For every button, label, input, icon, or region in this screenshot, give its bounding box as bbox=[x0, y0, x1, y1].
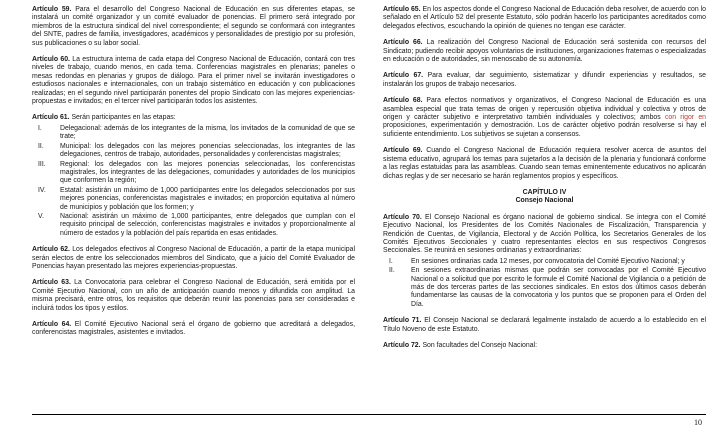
article-67-text: Para evaluar, dar seguimiento, sistematizar y difundir experiencias y resultados, se instalarán los grupos de trabajo necesarios. bbox=[383, 72, 706, 88]
right-column bbox=[383, 6, 706, 358]
article-68 bbox=[383, 97, 706, 139]
article-60-text: La estructura interna de cada etapa del Congreso Nacional de Educación, contará con tres niveles de trabajo, cuando menos, en cada tema. Conferencias magistrales en plenarias; paneles o mesas redondas en plenarias y grupos de diálogo. Para el primer nivel se invitarán investigadores o estudiosos nacionales e internacionales, con un trabajo sistemático en educación y con publicaciones realizadas; en el segundo nivel participarán ponentes del propio Sindicato con las mejores experiencias-propuestas e invitados; en el tercer nivel participarán todos los asistentes. bbox=[32, 56, 356, 106]
article-71 bbox=[383, 317, 706, 334]
article-59 bbox=[32, 6, 355, 48]
article-64 bbox=[32, 321, 355, 338]
article-66-text: La realización del Congreso Nacional de Educación será sostenida con recursos del Sindicato; pudiendo recibir apoyos voluntarios de instituciones, organizaciones fraternas o especializadas en educación o de autoridades, sin menoscabo de su autonomía. bbox=[383, 39, 707, 64]
list-item-number: I. bbox=[389, 257, 393, 265]
article-60-label: Artículo 60. bbox=[32, 56, 70, 64]
article-66 bbox=[383, 39, 706, 64]
article-70-label: Artículo 70. bbox=[383, 213, 422, 221]
article-60 bbox=[32, 56, 355, 106]
article-67-label: Artículo 67. bbox=[383, 72, 424, 80]
article-68-text-a: Para efectos normativos y organizativos, el Congreso Nacional de Educación es una asamblea especial que trata temas de origen y repercusión objetiva individual y colectiva y otros de origen y carácter subjetivo e interpretativo también individuales y colectivos; ambos bbox=[383, 97, 706, 122]
article-69 bbox=[383, 147, 706, 181]
article-72 bbox=[383, 342, 706, 350]
list-item-text: Regional: los delegados con las mejores ponencias seleccionadas, los conferencistas magistrales, los integrantes de las delegaciones, comunidades y autoridades de los municipios que conformen la región; bbox=[60, 160, 355, 185]
article-66-label: Artículo 66. bbox=[383, 39, 423, 47]
article-62-text: Los delegados efectivos al Congreso Nacional de Educación, a partir de la etapa municipal serán electos de entre los seleccionados miembros del Sindicato, que a juicio del Comité Evaluador de Ponencias hayan presentado las mejores experiencias-propuestas. bbox=[32, 246, 355, 270]
article-69-label: Artículo 69. bbox=[383, 147, 423, 155]
list-item-number: II. bbox=[38, 142, 44, 150]
article-67 bbox=[383, 72, 706, 89]
two-column-body bbox=[32, 6, 706, 358]
article-63 bbox=[32, 279, 355, 313]
highlighted-text: con rigor en bbox=[664, 114, 706, 122]
list-item-number: II. bbox=[389, 267, 395, 275]
page-number: 10 bbox=[694, 418, 702, 427]
list-item-number: I. bbox=[38, 124, 42, 132]
article-70-list bbox=[383, 258, 706, 309]
article-71-text: El Consejo Nacional se declarará legalmente instalado de acuerdo a lo establecido en el Título Noveno de este Estatuto. bbox=[383, 317, 707, 333]
article-63-text: La Convocatoria para celebrar el Congreso Nacional de Educación, será emitida por el Comité Ejecutivo Nacional, con un año de anticipación cuando menos y difundida con amplitud. La misma precisará, entre otros, los requisitos que deberán reunir las ponencias para ser consideradas e incluirá todos los tipos y estilos. bbox=[32, 279, 355, 312]
article-72-label: Artículo 72. bbox=[383, 342, 421, 349]
list-item-number: III. bbox=[38, 160, 46, 168]
list-item bbox=[383, 258, 706, 266]
article-64-text: El Comité Ejecutivo Nacional será el órgano de gobierno que acreditará a delegados, conferencistas magistrales, asistentes e invitados. bbox=[32, 321, 355, 337]
left-column bbox=[32, 6, 355, 358]
list-item-text: En sesiones extraordinarias mismas que podrán ser convocadas por el Comité Ejecutivo Nacional o a solicitud que por escrito le formule el Comité Nacional de Vigilancia o a petición de más de dos terceras partes de las secciones sindicales. En estos dos últimos casos deberán fundamentarse las causas de la convocatoria y los puntos que se proponen para el Orden del Día. bbox=[411, 267, 706, 308]
list-item bbox=[383, 267, 706, 309]
list-item-text: Municipal: los delegados con las mejores ponencias seleccionadas, los integrantes de las delegaciones, centros de trabajo, autoridades, personalidades y conferencistas magistrales; bbox=[60, 142, 355, 159]
footer-rule bbox=[32, 414, 706, 415]
list-item bbox=[32, 161, 355, 186]
article-70-text: El Consejo Nacional es órgano nacional de gobierno sindical. Se integra con el Comité Ejecutivo Nacional, los Presidentes de los Comités Nacionales de Fiscalización, Transparencia y Rendición de Cuentas, de Vigilancia, Electoral y de Acción Política, los Secretarios Generales de los Comités Ejecutivos Seccionales y cuatro representantes electos en sus respectivos Congresos Seccionales. Se reunirá en sesiones ordinarias y extraordinarias: bbox=[383, 213, 706, 255]
chapter-heading: CAPÍTULO IV bbox=[522, 188, 567, 196]
article-62-label: Artículo 62. bbox=[32, 246, 70, 254]
article-65 bbox=[383, 6, 706, 31]
article-69-text: Cuando el Congreso Nacional de Educación requiera resolver acerca de asuntos del sistema educativo, agrupará los temas para sujetarlos a la decisión de la plenaria y funcionará conforme a las reglas estatuidas para las asambleas. Cuando sean temas eminentemente educativos no aplicarán dichas reglas y de ser necesario se harán reglamentos propios y específicos. bbox=[383, 147, 706, 180]
article-61 bbox=[32, 114, 355, 122]
article-61-label: Artículo 61. bbox=[32, 114, 70, 122]
article-59-text: Para el desarrollo del Congreso Nacional de Educación en sus diferentes etapas, se instalará un comité organizador y un comité evaluador de ponencias. El primero será integrado por miembros de la estructura sindical del nivel correspondiente; el segundo se conformará con integrantes del SNTE, padres de familia, investigadores, académicos y personalidades de prestigio por su profesión, sus publicaciones o su labor social. bbox=[32, 6, 356, 47]
article-61-text: Serán participantes en las etapas: bbox=[69, 114, 176, 122]
list-item bbox=[32, 143, 355, 160]
article-63-label: Artículo 63. bbox=[32, 279, 71, 287]
list-item-text: En sesiones ordinarias cada 12 meses, por convocatoria del Comité Ejecutivo Nacional; y bbox=[411, 257, 685, 265]
list-item bbox=[32, 213, 355, 238]
article-70 bbox=[383, 214, 706, 256]
list-item-number: V. bbox=[38, 212, 44, 220]
article-64-label: Artículo 64. bbox=[32, 321, 72, 328]
chapter-title: Consejo Nacional bbox=[515, 197, 574, 205]
article-59-label: Artículo 59. bbox=[32, 6, 72, 13]
list-item-number: IV. bbox=[38, 186, 46, 194]
article-62 bbox=[32, 246, 355, 271]
article-61-list bbox=[32, 125, 355, 238]
list-item-text: Nacional: asistirán un máximo de 1,000 participantes, entre delegados que cumplan con el requisito principal de selección, conferencistas magistrales e invitados y proporcionalmente al número de estados y la población del país repartida en esas entidades. bbox=[60, 212, 355, 237]
article-68-text-b: proposiciones, experimentación y demostración. Los de carácter objetivo podrán resolverse si hay el suficiente entendimiento. Los subjetivos se sujetan a consensos. bbox=[383, 122, 706, 138]
list-item bbox=[32, 187, 355, 212]
article-72-text: Son facultades del Consejo Nacional: bbox=[420, 342, 537, 349]
article-65-text: En los aspectos donde el Congreso Nacional de Educación deba resolver, de acuerdo con lo señalado en el Artículo 52 del presente Estatuto, sólo podrán hacerlo los participantes acreditados como delegados efectivos, escuchando la opinión de quienes no tengan ese carácter. bbox=[383, 6, 707, 30]
article-68-label: Artículo 68. bbox=[383, 97, 423, 105]
list-item bbox=[32, 125, 355, 142]
article-65-label: Artículo 65. bbox=[383, 6, 421, 13]
list-item-text: Delegacional: además de los integrantes de la misma, los invitados de la comunidad de que se trate; bbox=[60, 124, 355, 141]
list-item-text: Estatal: asistirán un máximo de 1,000 participantes entre los delegados seleccionados por sus mejores ponencias, conferencistas magistrales e invitados; en proporción equitativa al número de municipios y población que los formen; y bbox=[60, 186, 355, 211]
article-71-label: Artículo 71. bbox=[383, 317, 422, 325]
